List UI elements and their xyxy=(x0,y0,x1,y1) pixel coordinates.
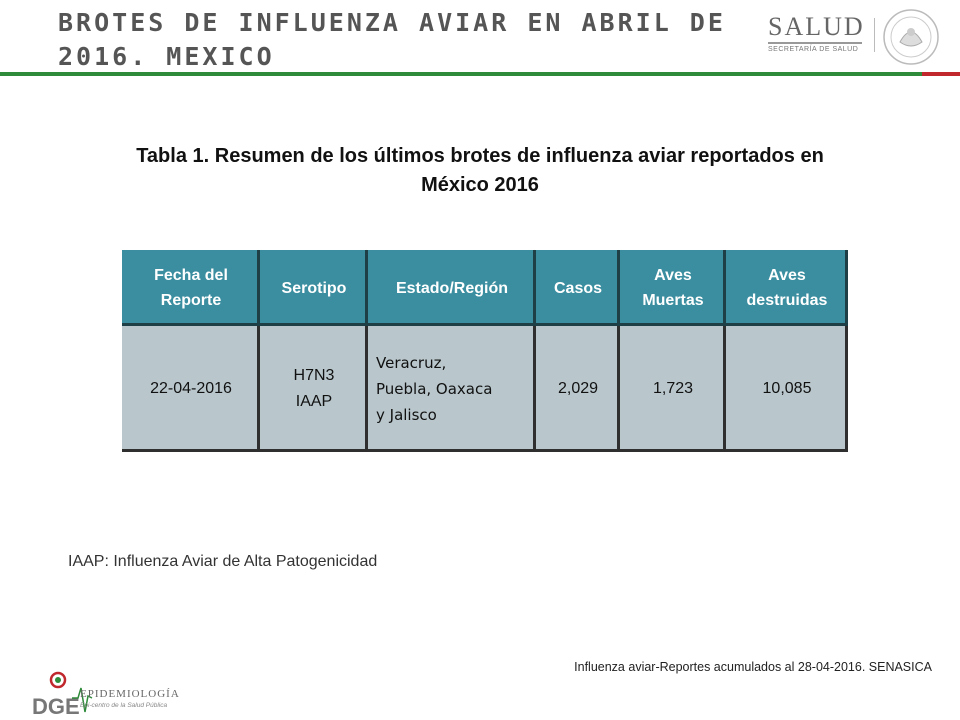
header-rule xyxy=(0,72,960,76)
table-row xyxy=(122,326,848,452)
svg-text:DGE: DGE xyxy=(32,694,80,718)
salud-logo-name: SALUD xyxy=(768,12,865,41)
serotipo-text: H7N3 IAAP xyxy=(293,367,335,410)
cell-fecha: 22-04-2016 xyxy=(122,326,260,452)
column-header-serotipo: Serotipo xyxy=(260,250,368,326)
cell-serotipo xyxy=(260,326,368,452)
national-seal-icon xyxy=(882,8,940,66)
column-header-fecha: Fecha del Reporte xyxy=(122,250,260,326)
cell-estado xyxy=(368,326,536,452)
column-header-casos: Casos xyxy=(536,250,620,326)
outbreak-table xyxy=(122,250,848,452)
salud-logo-subtitle: SECRETARÍA DE SALUD xyxy=(768,46,859,53)
table-title: Tabla 1. Resumen de los últimos brotes de influenza aviar reportados en México 2016 xyxy=(136,145,824,196)
column-header-aves-destruidas: Aves destruidas xyxy=(726,250,848,326)
column-header-estado: Estado/Región xyxy=(368,250,536,326)
estado-text: Veracruz, Puebla, Oaxaca y Jalisco xyxy=(376,353,493,424)
footer-logo-name: EPIDEMIOLOGÍA xyxy=(80,688,180,700)
salud-logo xyxy=(768,14,868,54)
header-rule-accent xyxy=(922,72,960,76)
column-header-aves-muertas: Aves Muertas xyxy=(620,250,726,326)
cell-casos: 2,029 xyxy=(536,326,620,452)
header-divider xyxy=(874,18,875,52)
footer-logo-subtitle: Epi-centro de la Salud Pública xyxy=(80,702,168,709)
source-note: Influenza aviar-Reportes acumulados al 28-04-2016. SENASICA xyxy=(574,660,932,674)
page-title: BROTES DE INFLUENZA AVIAR EN ABRIL DE 2016. MEXICO xyxy=(58,8,726,71)
cell-aves-destruidas: 10,085 xyxy=(726,326,848,452)
footnote: IAAP: Influenza Aviar de Alta Patogenicidad xyxy=(68,553,378,570)
table-header-row xyxy=(122,250,848,326)
cell-aves-muertas: 1,723 xyxy=(620,326,726,452)
